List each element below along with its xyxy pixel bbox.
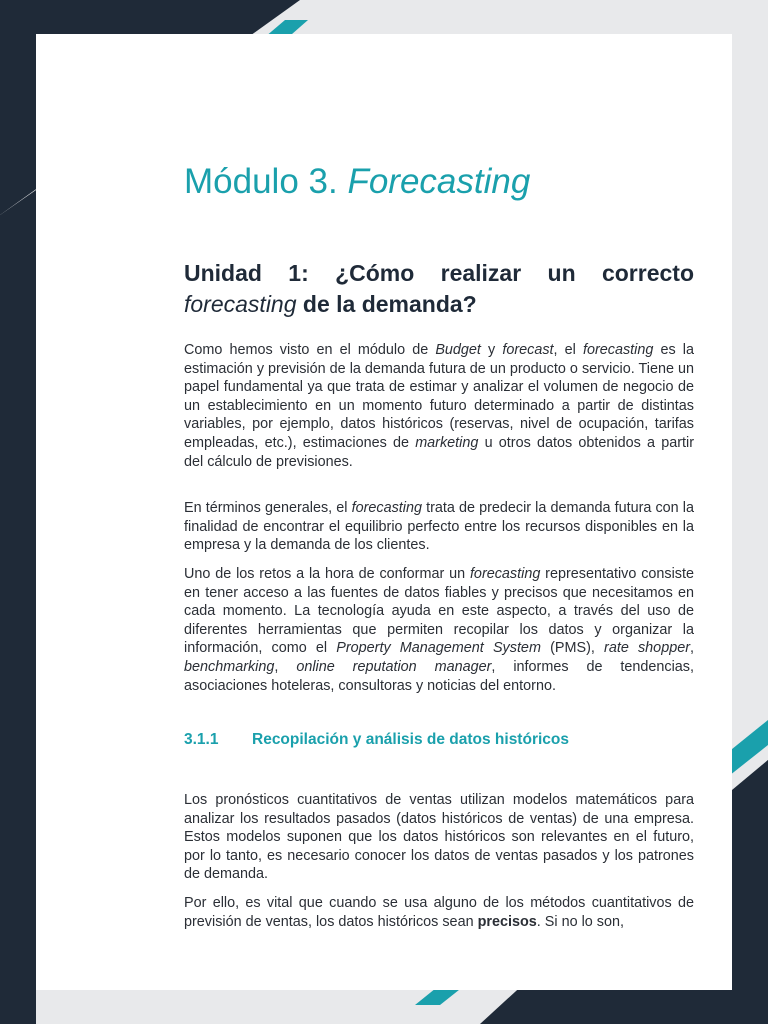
text-run: u otros datos obtenidos a partir del cálculo de previsiones.	[184, 434, 694, 470]
text-run: Los pronósticos cuantitativos de ventas utilizan modelos matemáticos para analizar los resultados pasados (datos históricos de ventas) de una empresa. Estos modelos suponen que los datos históricos son relevantes en el futuro, por lo tanto, es necesario conocer los datos de ventas pasados y los patrones de demanda.	[184, 792, 694, 883]
text-run: , informes de tendencias, asociaciones hoteleras, consultoras y noticias del entorno.	[184, 658, 694, 694]
text-run: Uno de los retos a la hora de conformar un	[184, 566, 470, 582]
paragraph-challenges	[184, 565, 694, 695]
unit-title	[184, 258, 694, 320]
text-run: ,	[690, 640, 694, 657]
term-online-reputation-manager: online reputation manager	[296, 658, 492, 675]
paragraph-quantitative	[184, 791, 694, 884]
text-run: Por ello, es vital que cuando se usa alguno de los métodos cuantitativos de previsión de ventas, los datos históricos sean	[184, 895, 694, 930]
unit-title-part2: de la demanda?	[296, 291, 477, 317]
unit-title-part1: Unidad 1: ¿Cómo realizar un correcto	[184, 260, 694, 286]
module-title-prefix: Módulo 3.	[184, 162, 348, 201]
text-run: Como hemos visto en el módulo de	[184, 342, 436, 358]
term-forecasting: forecasting	[469, 566, 541, 582]
section-heading	[184, 731, 569, 749]
text-run: ,	[274, 658, 297, 675]
term-forecasting: forecasting	[351, 500, 422, 516]
term-precisos: precisos	[477, 913, 537, 930]
text-run: . Si no lo son,	[536, 913, 624, 930]
unit-title-italic: forecasting	[184, 291, 297, 317]
text-run: (PMS),	[540, 640, 605, 657]
paragraph-intro	[184, 341, 694, 471]
text-run: representativo consiste en tener acceso a las fuentes de datos fiables y precisos que necesitamos en cada momento. La tecnología ayuda en este aspecto, a través del uso de diferentes herramientas que permiten recopilar los datos y organizar la información, como el	[184, 566, 694, 657]
navy-band-left	[0, 190, 36, 1024]
text-run: es la estimación y previsión de la demanda futura de un producto o servicio. Tiene un papel fundamental ya que trata de estimar y analizar el volumen de negocio de un establecimiento en un momento futuro determinado a partir de distintas variables, por ejemplo, datos históricos (reservas, nivel de ocupación, tarifas empleadas, etc.), estimaciones de	[184, 342, 694, 451]
text-run: y	[480, 342, 503, 358]
paragraph-general-terms	[184, 499, 694, 555]
module-title-italic: Forecasting	[347, 162, 531, 201]
term-benchmarking: benchmarking	[184, 658, 275, 675]
section-number: 3.1.1	[184, 731, 219, 748]
term-forecasting: forecasting	[582, 342, 654, 358]
text-run: , el	[553, 342, 583, 358]
document-page	[36, 34, 732, 990]
paragraph-precision	[184, 894, 694, 931]
term-budget: Budget	[435, 342, 481, 358]
text-run: trata de predecir la demanda futura con la finalidad de encontrar el equilibrio perfecto entre los recursos disponibles en la empresa y la demanda de los clientes.	[184, 500, 694, 554]
module-title	[184, 162, 530, 202]
term-pms: Property Management System	[336, 640, 541, 657]
navy-band-right	[732, 760, 768, 1024]
section-title: Recopilación y análisis de datos históricos	[252, 731, 569, 748]
term-rate-shopper: rate shopper	[604, 640, 690, 657]
text-run: En términos generales, el	[184, 500, 352, 516]
term-marketing: marketing	[415, 434, 479, 451]
term-forecast: forecast	[502, 342, 554, 358]
